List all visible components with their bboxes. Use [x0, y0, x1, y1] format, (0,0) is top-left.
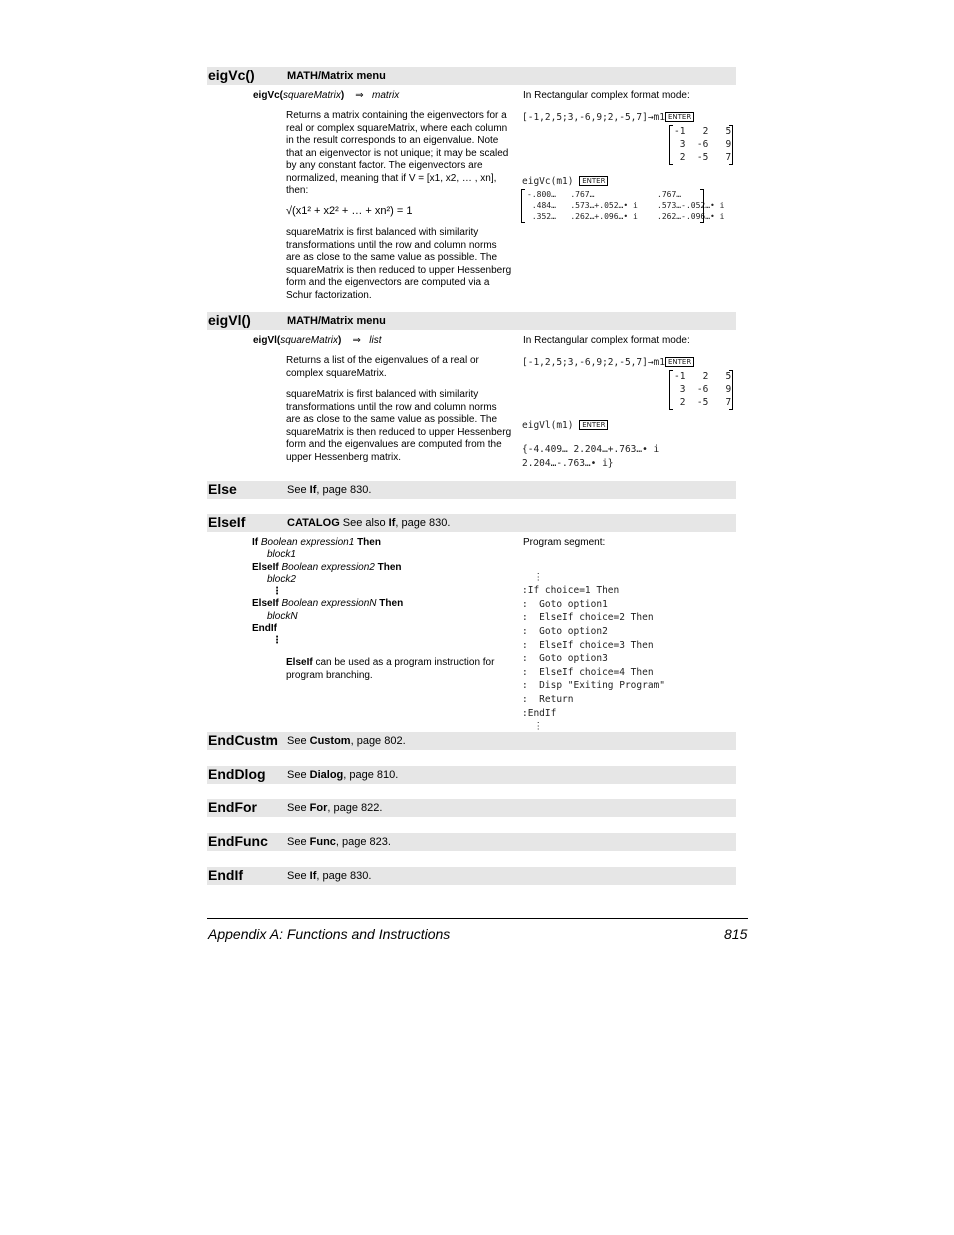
eigvc-description: Returns a matrix containing the eigenvectors for a real or complex squareMatrix, where each column in the result corresponds to an eigenvalue. Note that an eigenvector is not unique; it may be scaled by any constant factor. The eigenvectors are normalized, meaning that if V = [x1, x2, … , xn], then: [286, 110, 509, 196]
syntax-line: block2 [267, 573, 296, 585]
endcustm-see-also: See Custom, page 802. [287, 735, 406, 747]
eigvl-matrix: -1 2 5 3 -6 9 2 -5 7 [674, 371, 732, 408]
syntax-line: ElseIf Boolean expression2 Then [252, 561, 402, 573]
eigvc-formula: √(x1² + x2² + … + xn²) = 1 [286, 205, 413, 217]
endif-title: EndIf [208, 867, 243, 883]
else-title: Else [208, 481, 237, 497]
footer-chapter: Appendix A: Functions and Instructions [208, 926, 451, 942]
eigvl-description-2: squareMatrix is first balanced with similarity transformations until the row and column norms are as close to the same value as possible. The squareMatrix is then reduced to upper Hessenberg form and the eigenvalues are computed from the upper Hessenberg matrix. [286, 389, 512, 463]
elseif-description: ElseIf can be used as a program instruction for program branching. [286, 657, 495, 681]
eigvl-example-input-2: eigVl(m1) ENTER [522, 420, 608, 431]
eigvl-title: eigVl() [208, 312, 251, 328]
endif-ref-link[interactable]: If [309, 870, 317, 882]
eigvc-matrix: -1 2 5 3 -6 9 2 -5 7 [674, 126, 732, 163]
arrow-icon: ⇒ [355, 90, 364, 101]
syntax-line: If Boolean expression1 Then [252, 537, 381, 548]
result-bracket-right [700, 189, 704, 223]
enter-key-icon: ENTER [579, 176, 608, 186]
syntax-line: ⋮ [272, 635, 282, 647]
syntax-line: block1 [267, 549, 296, 561]
eigvl-description: Returns a list of the eigenvalues of a real or complex squareMatrix. [286, 355, 479, 379]
endfor-see-also: See For, page 822. [287, 802, 383, 814]
else-ref-link[interactable]: If [309, 484, 317, 496]
eigvc-example-input: [-1,2,5;3,-6,9;2,-5,7]→m1 ENTER [522, 112, 694, 123]
matrix-bracket-left [669, 370, 673, 410]
eigvl-result: {-4.409… 2.204…+.763…• i 2.204…-.763…• i} [522, 444, 660, 469]
endfor-title: EndFor [208, 799, 257, 815]
enddlog-ref-link[interactable]: Dialog [309, 769, 344, 781]
footer-page-number: 815 [724, 926, 748, 942]
eigvc-menu: MATH/Matrix menu [287, 70, 386, 82]
syntax-line: ElseIf Boolean expressionN Then [252, 598, 404, 610]
else-see-also: See If, page 830. [287, 484, 372, 496]
eigvc-title: eigVc() [208, 67, 255, 83]
endfunc-title: EndFunc [208, 833, 268, 849]
elseif-example-label: Program segment: [523, 537, 606, 548]
enddlog-title: EndDlog [208, 766, 266, 782]
elseif-ref-link[interactable]: If [388, 517, 396, 529]
endcustm-title: EndCustm [208, 732, 278, 748]
eigvl-example-label: In Rectangular complex format mode: [523, 335, 690, 346]
elseif-title: ElseIf [208, 514, 246, 530]
endcustm-ref-link[interactable]: Custom [309, 735, 351, 747]
endif-see-also: See If, page 830. [287, 870, 372, 882]
enter-key-icon: ENTER [579, 420, 608, 430]
eigvc-example-input-2: eigVc(m1) ENTER [522, 176, 608, 187]
eigvl-menu: MATH/Matrix menu [287, 315, 386, 327]
enter-key-icon: ENTER [665, 357, 694, 367]
elseif-program-segment: ⋮ :If choice=1 Then : Goto option1 : ElseIf choice=2 Then : Goto option2 : ElseIf choice=3 Then : Goto option3 : ElseIf choice=4 Then : Disp "Exiting Program" : Return :EndIf ⋮ [522, 571, 665, 733]
eigvc-result-matrix: -.800… .767… .767… .484… .573…+.052…• i .573…-.052…• i .352… .262…+.096…• i .262…-.096…• i [527, 190, 725, 221]
syntax-line: ⋮ [272, 586, 282, 598]
enddlog-see-also: See Dialog, page 810. [287, 769, 399, 781]
eigvc-example-label: In Rectangular complex format mode: [523, 90, 690, 101]
matrix-bracket-right [729, 125, 733, 165]
elseif-menu: CATALOG See also If, page 830. [287, 517, 451, 529]
syntax-line: blockN [267, 610, 298, 622]
result-bracket-left [521, 189, 525, 223]
endfunc-see-also: See Func, page 823. [287, 836, 391, 848]
eigvc-syntax: eigVc(squareMatrix) ⇒ matrix [253, 90, 400, 101]
eigvl-syntax: eigVl(squareMatrix) ⇒ list [253, 335, 382, 346]
elseif-syntax-block [252, 537, 403, 648]
footer-rule [207, 918, 748, 919]
matrix-bracket-left [669, 125, 673, 165]
endfunc-ref-link[interactable]: Func [309, 836, 336, 848]
arrow-icon: ⇒ [352, 335, 361, 346]
eigvl-example-input: [-1,2,5;3,-6,9;2,-5,7]→m1 ENTER [522, 357, 694, 368]
matrix-bracket-right [729, 370, 733, 410]
eigvc-description-2: squareMatrix is first balanced with similarity transformations until the row and column norms are as close to the same value as possible. The squareMatrix is then reduced to upper Hessenberg form and the eigenvectors are computed via a Schur factorization. [286, 227, 512, 301]
syntax-line: EndIf [252, 623, 277, 635]
endfor-ref-link[interactable]: For [309, 802, 328, 814]
enter-key-icon: ENTER [665, 112, 694, 122]
